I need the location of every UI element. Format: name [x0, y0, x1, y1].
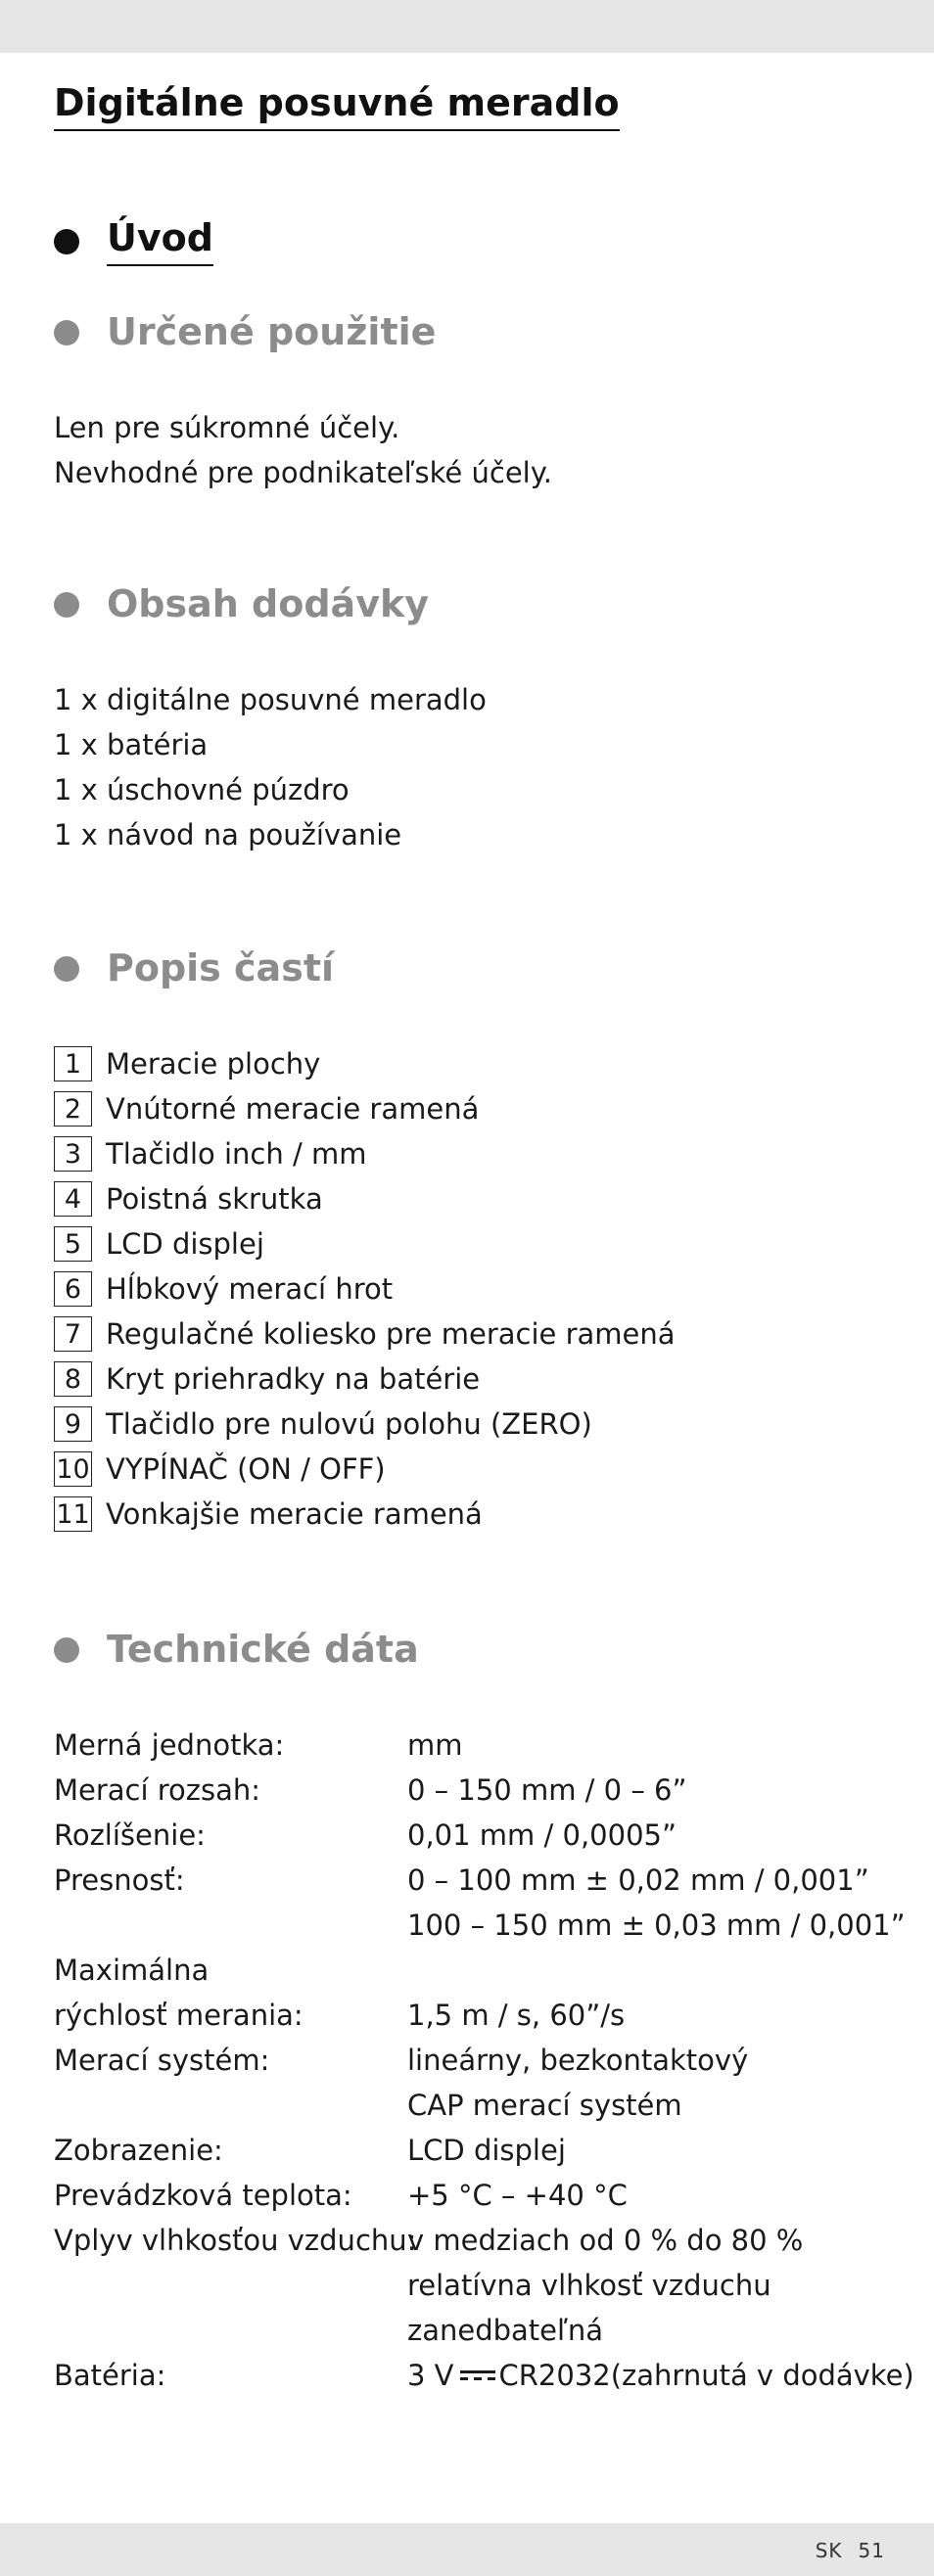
- table-row: [54, 2308, 914, 2353]
- list-item: 1 x batéria: [54, 728, 209, 761]
- intro-heading-text: Úvod: [107, 217, 213, 266]
- spec-value: [407, 2353, 914, 2398]
- spec-key: [54, 2083, 407, 2128]
- list-item: [54, 1221, 676, 1266]
- table-row: [54, 1723, 914, 1768]
- table-row: [54, 2173, 914, 2218]
- list-item: [54, 1176, 676, 1221]
- spec-value: 0 – 150 mm / 0 – 6”: [407, 1773, 687, 1807]
- intended-use-text: Len pre súkromné účely. Nevhodné pre podnikateľské účely.: [54, 411, 552, 489]
- part-label: Tlačidlo inch / mm: [106, 1137, 367, 1171]
- part-label: Hĺbkový merací hrot: [106, 1272, 394, 1306]
- part-label: Vonkajšie meracie ramená: [106, 1497, 483, 1531]
- spec-value: CAP merací systém: [407, 2089, 682, 2122]
- part-number: 10: [54, 1451, 92, 1487]
- bullet-icon: [54, 320, 79, 345]
- spec-key: [54, 2308, 407, 2353]
- part-number: 6: [54, 1271, 92, 1307]
- spec-key: Merací systém:: [54, 2044, 270, 2077]
- spec-value: +5 °C – +40 °C: [407, 2179, 628, 2212]
- spec-key: Maximálna: [54, 1954, 210, 1987]
- list-item: [54, 1402, 676, 1447]
- list-item: [54, 1086, 676, 1131]
- list-item: [54, 1447, 676, 1492]
- table-row: [54, 2128, 914, 2173]
- part-number: 11: [54, 1496, 92, 1532]
- part-label: Regulačné koliesko pre meracie ramená: [106, 1317, 676, 1351]
- list-item: 1 x úschovné púzdro: [54, 773, 350, 806]
- table-row: [54, 2263, 914, 2308]
- part-number: 2: [54, 1091, 92, 1127]
- document-title: Digitálne posuvné meradlo: [54, 82, 620, 131]
- page-number: 51: [858, 2539, 885, 2562]
- spec-key: Merací rozsah:: [54, 1773, 261, 1807]
- list-item: [54, 1357, 676, 1402]
- page-number-label: [800, 2539, 885, 2562]
- table-row: [54, 2218, 914, 2263]
- part-label: Meracie plochy: [106, 1047, 321, 1081]
- spec-value: v medziach od 0 % do 80 %: [407, 2224, 804, 2257]
- part-number: 4: [54, 1181, 92, 1217]
- spec-key: [54, 2263, 407, 2308]
- language-code: SK: [815, 2539, 843, 2562]
- part-label: Kryt priehradky na batérie: [106, 1362, 481, 1396]
- section-heading-intro: [54, 217, 213, 266]
- table-row: [54, 2083, 914, 2128]
- part-number: 1: [54, 1046, 92, 1081]
- spec-value: 100 – 150 mm ± 0,03 mm / 0,001”: [407, 1909, 906, 1942]
- parts-list: [54, 1041, 676, 1537]
- table-row: [54, 1768, 914, 1813]
- part-number: 3: [54, 1136, 92, 1172]
- list-item: 1 x návod na používanie: [54, 818, 402, 851]
- dc-current-icon: [460, 2369, 495, 2382]
- spec-value: 0 – 100 mm ± 0,02 mm / 0,001”: [407, 1863, 869, 1897]
- list-item: [54, 1266, 676, 1311]
- spec-key: [54, 1903, 407, 1948]
- battery-voltage: 3 V: [407, 2359, 454, 2392]
- bullet-icon: [54, 229, 79, 254]
- list-item: 1 x digitálne posuvné meradlo: [54, 683, 487, 716]
- list-item: [54, 1492, 676, 1537]
- list-item: [54, 1131, 676, 1176]
- part-label: Tlačidlo pre nulovú polohu (ZERO): [106, 1407, 592, 1441]
- part-number: 7: [54, 1316, 92, 1352]
- table-row: [54, 2038, 914, 2083]
- list-item: [54, 1041, 676, 1086]
- battery-model: CR2032(zahrnutá v dodávke): [498, 2359, 914, 2392]
- table-row: [54, 1813, 914, 1858]
- part-number: 8: [54, 1361, 92, 1397]
- bullet-icon: [54, 956, 79, 982]
- spec-key: Rozlíšenie:: [54, 1818, 206, 1852]
- table-row-battery: [54, 2353, 914, 2398]
- spec-key: Merná jednotka:: [54, 1728, 285, 1762]
- part-number: 9: [54, 1406, 92, 1442]
- table-row: [54, 1858, 914, 1903]
- bullet-icon: [54, 1637, 79, 1663]
- page-footer: [0, 2523, 934, 2576]
- spec-value: 0,01 mm / 0,0005”: [407, 1818, 677, 1852]
- spec-key: rýchlosť merania:: [54, 1999, 304, 2032]
- spec-key: Vplyv vlhkosťou vzduchu:: [54, 2224, 417, 2257]
- spec-value: 1,5 m / s, 60”/s: [407, 1999, 626, 2032]
- spec-value: mm: [407, 1728, 463, 1762]
- part-label: Vnútorné meracie ramená: [106, 1092, 480, 1126]
- spec-key: Batéria:: [54, 2359, 166, 2392]
- table-row: [54, 1993, 914, 2038]
- section-heading-contents: Obsah dodávky: [54, 583, 429, 626]
- section-heading-parts: Popis častí: [54, 947, 334, 990]
- tech-specs-table: [54, 1723, 914, 2398]
- spec-value: LCD displej: [407, 2134, 566, 2167]
- spec-value: lineárny, bezkontaktový: [407, 2044, 749, 2077]
- section-heading-tech: Technické dáta: [54, 1629, 419, 1672]
- part-label: VYPÍNAČ (ON / OFF): [106, 1452, 386, 1486]
- contents-list: [54, 677, 487, 857]
- spec-key: Zobrazenie:: [54, 2134, 223, 2167]
- table-row: [54, 1903, 914, 1948]
- list-item: [54, 1311, 676, 1357]
- part-number: 5: [54, 1226, 92, 1262]
- part-label: LCD displej: [106, 1227, 264, 1261]
- part-label: Poistná skrutka: [106, 1182, 323, 1216]
- spec-key: Presnosť:: [54, 1863, 185, 1897]
- spec-value: relatívna vlhkosť vzduchu: [407, 2269, 771, 2302]
- bullet-icon: [54, 592, 79, 618]
- table-row: [54, 1948, 914, 1993]
- section-heading-intended-use: Určené použitie: [54, 311, 436, 354]
- spec-value: zanedbateľná: [407, 2314, 604, 2347]
- spec-key: Prevádzková teplota:: [54, 2179, 352, 2212]
- top-bar: [0, 0, 934, 53]
